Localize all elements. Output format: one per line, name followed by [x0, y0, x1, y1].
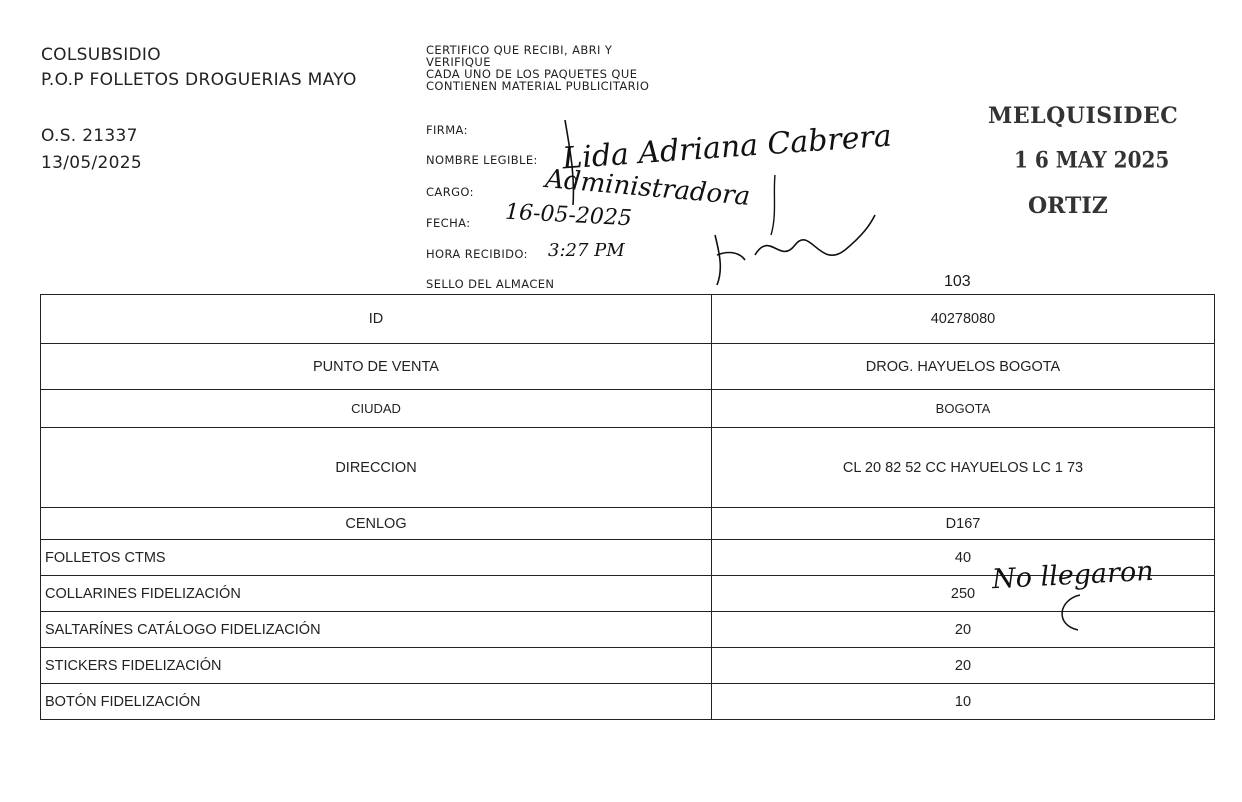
handwritten-name: Lida Adriana Cabrera — [561, 118, 893, 177]
table-row — [41, 295, 1215, 344]
row-value: BOGOTA — [712, 390, 1215, 428]
row-label: DIRECCION — [41, 428, 712, 508]
certificate-line: CERTIFICO QUE RECIBI, ABRI Y — [426, 43, 613, 57]
row-label: CENLOG — [41, 508, 712, 540]
distribution-table — [40, 294, 1215, 720]
table-row — [41, 390, 1215, 428]
row-value: CL 20 82 52 CC HAYUELOS LC 1 73 — [712, 428, 1215, 508]
note-bracket — [1050, 590, 1090, 635]
row-label: CIUDAD — [41, 390, 712, 428]
fecha-label: FECHA: — [426, 216, 471, 230]
item-row — [41, 612, 1215, 648]
item-label: STICKERS FIDELIZACIÓN — [41, 648, 712, 684]
stamp-name: MELQUISIDEC — [988, 103, 1179, 129]
handwritten-time: 3:27 PM — [548, 240, 625, 261]
company-name: COLSUBSIDIO — [41, 45, 161, 65]
stamp-surname: ORTIZ — [1028, 193, 1108, 219]
nombre-label: NOMBRE LEGIBLE: — [426, 153, 538, 167]
signature-scribble — [545, 105, 905, 290]
item-row — [41, 684, 1215, 720]
row-label: PUNTO DE VENTA — [41, 344, 712, 390]
item-label: FOLLETOS CTMS — [41, 540, 712, 576]
handwritten-date: 16-05-2025 — [504, 199, 633, 232]
order-date: 13/05/2025 — [41, 153, 142, 173]
handwritten-note: No llegaron — [991, 555, 1155, 596]
campaign-title: P.O.P FOLLETOS DROGUERIAS MAYO — [41, 70, 357, 90]
row-label: ID — [41, 295, 712, 344]
cargo-label: CARGO: — [426, 185, 474, 199]
certificate-line: CADA UNO DE LOS PAQUETES QUE — [426, 67, 638, 81]
item-qty: 10 — [712, 684, 1215, 720]
hora-label: HORA RECIBIDO: — [426, 247, 528, 261]
row-value: D167 — [712, 508, 1215, 540]
item-qty: 250 — [712, 576, 1215, 612]
handwritten-cargo: Administradora — [544, 164, 752, 212]
item-row — [41, 648, 1215, 684]
row-value: DROG. HAYUELOS BOGOTA — [712, 344, 1215, 390]
stamp-date: 1 6 MAY 2025 — [1014, 146, 1170, 174]
sello-label: SELLO DEL ALMACEN — [426, 277, 555, 291]
table-row — [41, 508, 1215, 540]
item-label: SALTARÍNES CATÁLOGO FIDELIZACIÓN — [41, 612, 712, 648]
table-row — [41, 344, 1215, 390]
item-label: COLLARINES FIDELIZACIÓN — [41, 576, 712, 612]
box-number: 103 — [944, 273, 971, 290]
item-label: BOTÓN FIDELIZACIÓN — [41, 684, 712, 720]
certificate-text — [426, 44, 649, 92]
certificate-line: VERIFIQUE — [426, 55, 491, 69]
certificate-line: CONTIENEN MATERIAL PUBLICITARIO — [426, 79, 650, 93]
service-order: O.S. 21337 — [41, 126, 138, 146]
row-value: 40278080 — [712, 295, 1215, 344]
item-qty: 40 — [712, 540, 1215, 576]
table-row — [41, 428, 1215, 508]
item-qty: 20 — [712, 612, 1215, 648]
item-qty: 20 — [712, 648, 1215, 684]
firma-label: FIRMA: — [426, 123, 468, 137]
